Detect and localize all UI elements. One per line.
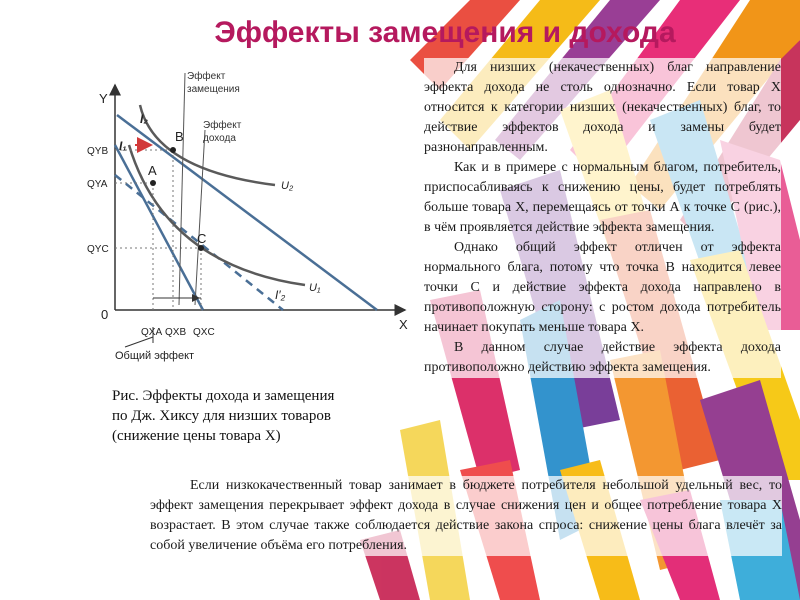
paragraph-3: Однако общий эффект отличен от эффекта нормального блага, потому что точка В находится левее точки С и действие эффекта дохода направлено в противоположную сторону: с ростом дохода потребитель начинает покупать меньше товара Х. bbox=[424, 238, 781, 338]
label-qya: QYA bbox=[87, 179, 108, 190]
paragraph-1: Для низших (некачественных) благ направление эффекта дохода не столь однозначно. Если товар Х относится к категории низших (некачественных) благ, то действие эффектов дохода и замены будет разнонаправленным. bbox=[424, 58, 781, 158]
label-sub-effect-1: Эффект bbox=[187, 71, 226, 82]
point-C-label: C bbox=[197, 231, 207, 246]
explanation-text bbox=[424, 58, 781, 378]
label-qyc: QYC bbox=[87, 244, 109, 255]
label-qxb: QXB bbox=[165, 327, 187, 338]
axis-y-label: Y bbox=[99, 91, 108, 106]
origin-label: 0 bbox=[101, 307, 109, 322]
axis-x-label: X bbox=[399, 317, 408, 332]
label-U2: U₂ bbox=[281, 180, 294, 192]
label-U1: U₁ bbox=[309, 282, 321, 294]
label-inc-effect-1: Эффект bbox=[203, 120, 242, 131]
label-sub-effect-2: замещения bbox=[187, 84, 240, 95]
label-total-effect: Общий эффект bbox=[115, 350, 195, 362]
label-I2prime: I′₂ bbox=[275, 288, 286, 302]
label-qxc: QXC bbox=[193, 327, 215, 338]
hicks-diagram bbox=[85, 65, 425, 385]
label-qyb: QYB bbox=[87, 146, 109, 157]
label-I2: I₂ bbox=[140, 112, 148, 126]
curve-U2 bbox=[140, 105, 275, 185]
point-A-label: A bbox=[148, 163, 157, 178]
paragraph-4: В данном случае действие эффекта дохода противоположно действию эффекта замещения. bbox=[424, 338, 781, 378]
caption-line-1: Рис. Эффекты дохода и замещения bbox=[112, 388, 335, 404]
caption-line-2: по Дж. Хиксу для низших товаров bbox=[112, 408, 331, 424]
page-title: Эффекты замещения и дохода bbox=[214, 16, 676, 49]
point-A-marker bbox=[150, 180, 156, 186]
label-inc-effect-2: дохода bbox=[203, 133, 236, 144]
paragraph-conclusion: Если низкокачественный товар занимает в бюджете потребителя небольшой удельный вес, то эффект замещения перекрывает эффект дохода в случае снижения цен и общее потребление товара Х возрастает. В этом случае также соблюдается действие закона спроса: снижение цены блага влечёт за собой увеличение объёма его потребления. bbox=[150, 476, 782, 556]
conclusion-text bbox=[150, 476, 782, 556]
label-qxa: QXA bbox=[141, 327, 163, 338]
label-I1: I₁ bbox=[119, 139, 127, 153]
caption-line-3: (снижение цены товара Х) bbox=[112, 428, 281, 444]
paragraph-2: Как и в примере с нормальным благом, потребитель, приспосабливаясь к снижению цены, будет потреблять больше товара Х, перемещаясь от точки А к точке С (рис.), в чём проявляется действие эффекта замещения. bbox=[424, 158, 781, 238]
figure-caption bbox=[112, 386, 382, 446]
point-B-marker bbox=[170, 147, 176, 153]
point-B-label: B bbox=[175, 129, 184, 144]
